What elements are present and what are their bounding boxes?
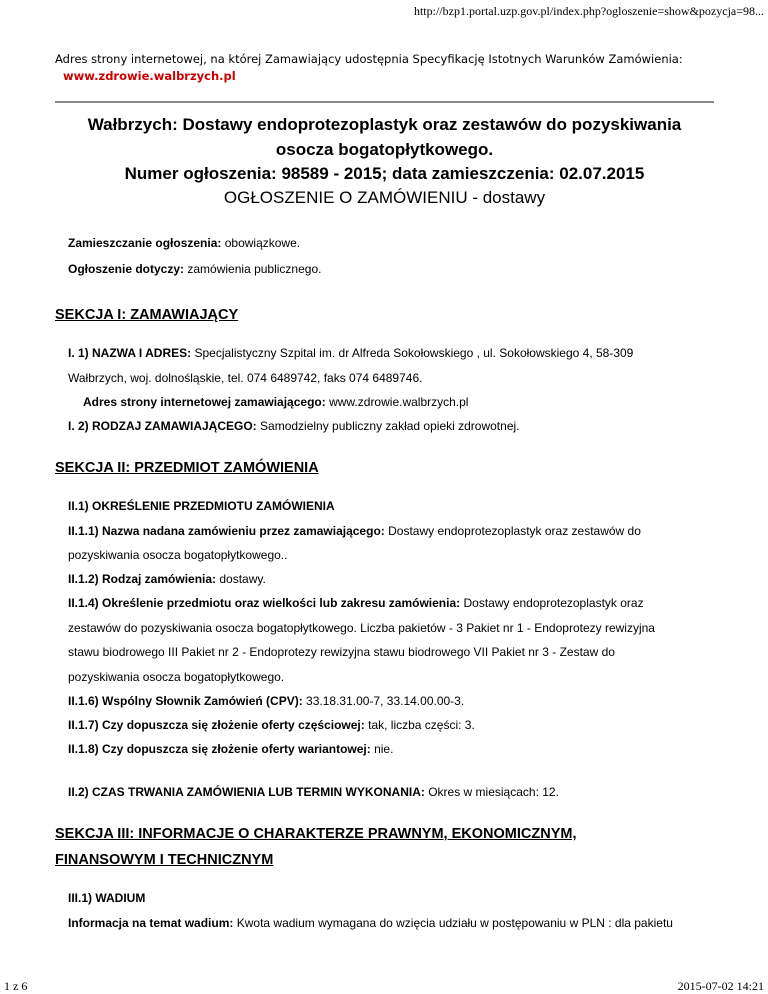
i1-value: Specjalistyczny Szpital im. dr Alfreda Sokołowskiego , ul. Sokołowskiego 4, 58-309 <box>194 346 634 360</box>
section-1-title: SEKCJA I: ZAMAWIAJĄCY <box>55 307 239 323</box>
section-3-title-line2: FINANSOWYM I TECHNICZNYM <box>55 852 274 868</box>
ii11-value: Dostawy endoprotezoplastyk oraz zestawów do <box>388 524 641 538</box>
print-datetime: 2015-07-02 14:21 <box>677 979 764 993</box>
siwz-address-link[interactable]: www.zdrowie.walbrzych.pl <box>63 69 236 83</box>
notice-title-line1: Wałbrzych: Dostawy endoprotezoplastyk oraz zestawów do pozyskiwania <box>87 115 682 134</box>
placement-label: Zamieszczanie ogłoszenia: <box>68 236 222 250</box>
page-counter: 1 z 6 <box>4 979 28 993</box>
ii14-label: II.1.4) Określenie przedmiotu oraz wielkości lub zakresu zamówienia: <box>68 596 461 610</box>
ii12-label: II.1.2) Rodzaj zamówienia: <box>68 572 217 586</box>
ii1-heading: II.1) OKREŚLENIE PRZEDMIOTU ZAMÓWIENIA <box>68 499 335 513</box>
i1-continuation: Wałbrzych, woj. dolnośląskie, tel. 074 6489742, faks 074 6489746. <box>68 371 423 385</box>
ii14-continuation-3: pozyskiwania osocza bogatopłytkowego. <box>68 670 285 684</box>
siwz-address-intro: Adres strony internetowej, na której Zamawiający udostępnia Specyfikację Istotnych Warunków Zamówienia: <box>55 52 683 66</box>
iii1-heading: III.1) WADIUM <box>68 891 146 905</box>
placement-row <box>68 236 300 250</box>
ii14-row <box>68 596 644 610</box>
notice-number-line: Numer ogłoszenia: 98589 - 2015; data zamieszczenia: 02.07.2015 <box>124 164 645 183</box>
i2-label: I. 2) RODZAJ ZAMAWIAJĄCEGO: <box>68 419 257 433</box>
ii2-label: II.2) CZAS TRWANIA ZAMÓWIENIA LUB TERMIN WYKONANIA: <box>68 785 425 799</box>
ii18-row <box>68 742 393 756</box>
ii11-label: II.1.1) Nazwa nadana zamówieniu przez zamawiającego: <box>68 524 385 538</box>
notice-title-line2: osocza bogatopłytkowego. <box>275 140 494 159</box>
section-2-title: SEKCJA II: PRZEDMIOT ZAMÓWIENIA <box>55 460 319 476</box>
ii16-row <box>68 694 464 708</box>
placement-value: obowiązkowe. <box>224 236 301 250</box>
www-row <box>83 395 468 409</box>
ii11-continuation: pozyskiwania osocza bogatopłytkowego.. <box>68 548 288 562</box>
ii12-value: dostawy. <box>219 572 266 586</box>
ii14-continuation-1: zestawów do pozyskiwania osocza bogatopłytkowego. Liczba pakietów - 3 Pakiet nr 1 - Endoprotezy rewizyjna <box>68 621 655 635</box>
page-url: http://bzp1.portal.uzp.gov.pl/index.php?ogloszenie=show&pozycja=98... <box>413 4 764 18</box>
header-divider <box>55 101 714 103</box>
ii14-value: Dostawy endoprotezoplastyk oraz <box>463 596 644 610</box>
www-label: Adres strony internetowej zamawiającego: <box>83 395 326 409</box>
i1-row <box>68 346 633 360</box>
i2-row <box>68 419 520 433</box>
ii2-value: Okres w miesiącach: 12. <box>428 785 559 799</box>
wadium-label: Informacja na temat wadium: <box>68 916 234 930</box>
ii17-row <box>68 718 475 732</box>
concerns-row <box>68 262 321 276</box>
ii14-continuation-2: stawu biodrowego III Pakiet nr 2 - Endoprotezy rewizyjna stawu biodrowego VII Pakiet nr 3 - Zestaw do <box>68 645 615 659</box>
ii16-value: 33.18.31.00-7, 33.14.00.00-3. <box>306 694 465 708</box>
concerns-value: zamówienia publicznego. <box>187 262 322 276</box>
ii11-row <box>68 524 641 538</box>
notice-subtitle: OGŁOSZENIE O ZAMÓWIENIU - dostawy <box>223 188 546 207</box>
wadium-value: Kwota wadium wymagana do wzięcia udziału w postępowaniu w PLN : dla pakietu <box>236 916 673 930</box>
ii2-row <box>68 785 559 799</box>
ii16-label: II.1.6) Wspólny Słownik Zamówień (CPV): <box>68 694 303 708</box>
wadium-row <box>68 916 673 930</box>
www-value: www.zdrowie.walbrzych.pl <box>329 395 469 409</box>
ii17-label: II.1.7) Czy dopuszcza się złożenie oferty częściowej: <box>68 718 365 732</box>
i1-label: I. 1) NAZWA I ADRES: <box>68 346 192 360</box>
ii18-label: II.1.8) Czy dopuszcza się złożenie oferty wariantowej: <box>68 742 371 756</box>
concerns-label: Ogłoszenie dotyczy: <box>68 262 185 276</box>
ii12-row <box>68 572 266 586</box>
section-3-title-line1: SEKCJA III: INFORMACJE O CHARAKTERZE PRAWNYM, EKONOMICZNYM, <box>55 826 577 842</box>
ii18-value: nie. <box>374 742 394 756</box>
ii17-value: tak, liczba części: 3. <box>368 718 475 732</box>
i2-value: Samodzielny publiczny zakład opieki zdrowotnej. <box>260 419 520 433</box>
